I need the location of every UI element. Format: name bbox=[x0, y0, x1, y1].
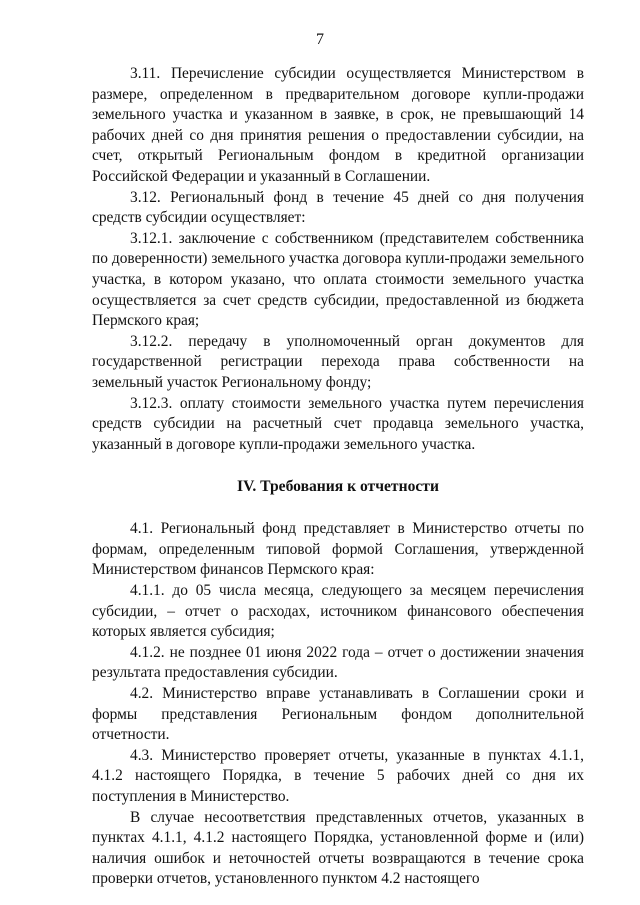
paragraph-3-12: 3.12. Региональный фонд в течение 45 дней со дня получения средств субсидии осуществляет: bbox=[92, 188, 584, 227]
paragraph-3-12-2: 3.12.2. передачу в уполномоченный орган документов для государственной регистрации перехода права собственности на земельный участок Региональному фонду; bbox=[92, 332, 584, 391]
paragraph-4-2: 4.2. Министерство вправе устанавливать в Соглашении сроки и формы представления Региональным фондом дополнительной отчетности. bbox=[92, 685, 584, 744]
spacer bbox=[92, 455, 584, 477]
paragraph-3-12-3: 3.12.3. оплату стоимости земельного участка путем перечисления средств субсидии на расчетный счет продавца земельного участка, указанный в договоре купли-продажи земельного участка. bbox=[92, 394, 584, 453]
paragraph-3-12-1: 3.12.1. заключение с собственником (представителем собственника по доверенности) земельного участка договора купли-продажи земельного участка, в котором указано, что оплата стоимости земельного участка осуществляется за счет средств субсидии, предоставленной из бюджета Пермского края; bbox=[92, 229, 584, 330]
paragraph-4-3: 4.3. Министерство проверяет отчеты, указанные в пунктах 4.1.1, 4.1.2 настоящего Порядка, в течение 5 рабочих дней со дня их поступления в Министерство. bbox=[92, 746, 584, 805]
paragraph-4-1-1: 4.1.1. до 05 числа месяца, следующего за месяцем перечисления субсидии, – отчет о расходах, источником финансового обеспечения которых является субсидия; bbox=[92, 582, 584, 641]
paragraph-3-11: 3.11. Перечисление субсидии осуществляется Министерством в размере, определенном в предварительном договоре купли-продажи земельного участка и указанном в заявке, в срок, не превышающий 14 рабочих дней со дня принятия решения о предоставлении субсидии, на счет, открытый Региональным фондом в кредитной организации Российской Федерации и указанный в Соглашении. bbox=[92, 65, 584, 185]
paragraph-4-1-2: 4.1.2. не позднее 01 июня 2022 года – отчет о достижении значения результата предоставления субсидии. bbox=[92, 643, 584, 682]
document-body bbox=[92, 64, 584, 890]
paragraph-4-1: 4.1. Региональный фонд представляет в Министерство отчеты по формам, определенным типовой формой Соглашения, утвержденной Министерством финансов Пермского края: bbox=[92, 520, 584, 579]
section-heading: IV. Требования к отчетности bbox=[237, 478, 439, 496]
spacer bbox=[92, 497, 584, 519]
page-number: 7 bbox=[316, 31, 324, 48]
paragraph-nonconformity: В случае несоответствия представленных отчетов, указанных в пунктах 4.1.1, 4.1.2 настоящего Порядка, установленной форме и (или) наличия ошибок и неточностей отчеты возвращаются в течение срока проверки отчетов, установленного пунктом 4.2 настоящего bbox=[92, 808, 584, 888]
